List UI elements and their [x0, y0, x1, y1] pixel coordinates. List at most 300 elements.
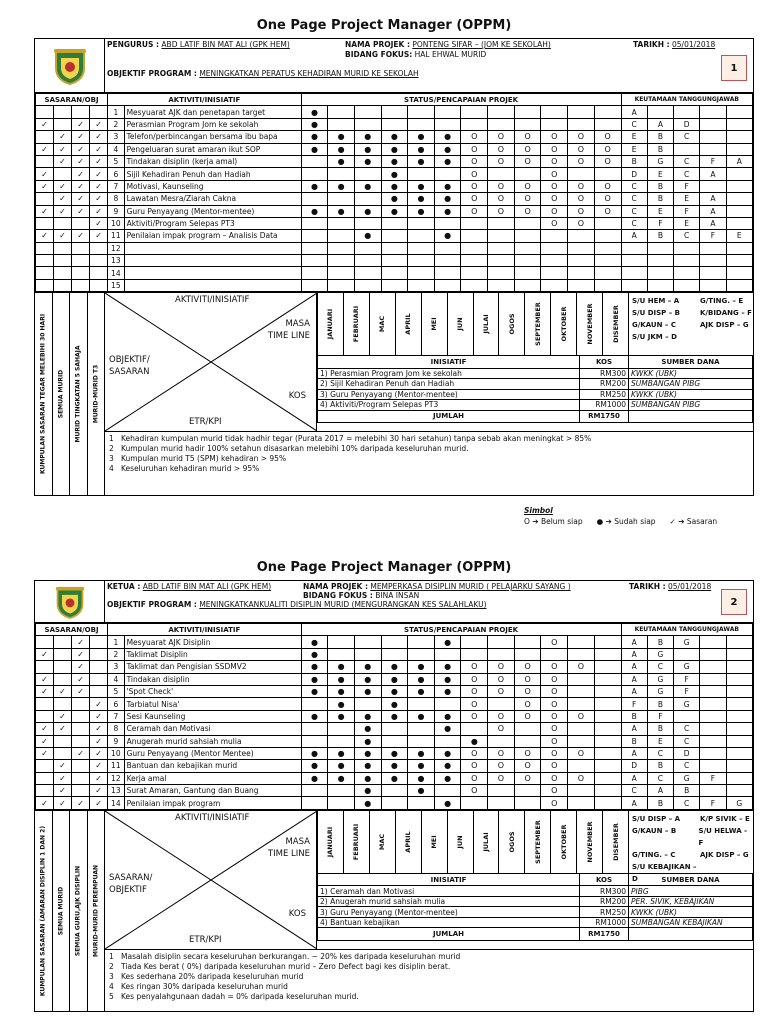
status-cell	[381, 636, 408, 648]
status-cell	[381, 648, 408, 660]
status-cell: O	[461, 180, 488, 192]
activity-name: Perasmian Program Jom ke sekolah	[124, 118, 301, 130]
objective-value: MENINGKATKAN PERATUS KEHADIRAN MURID KE SEKOLAH	[199, 69, 419, 78]
activity-name	[124, 255, 301, 267]
status-cell	[408, 255, 435, 267]
status-cell: ●	[381, 698, 408, 710]
responsibility-cell	[700, 255, 726, 267]
month-label: OKTOBER	[559, 824, 568, 860]
school-logo	[35, 581, 105, 622]
status-cell: ●	[408, 685, 435, 697]
status-cell	[541, 106, 568, 118]
status-cell	[328, 217, 355, 229]
status-cell: O	[488, 723, 515, 735]
objective-tick: ✓	[54, 797, 72, 809]
objective-tick	[54, 735, 72, 747]
responsibility-cell	[700, 118, 726, 130]
responsibility-cell: A	[621, 230, 647, 242]
status-cell	[328, 279, 355, 291]
objective-tick	[54, 242, 72, 254]
status-cell: ●	[354, 797, 381, 809]
objective-tick: ✓	[36, 685, 54, 697]
objective-tick: ✓	[90, 155, 108, 167]
status-cell: O	[594, 205, 621, 217]
table-row	[36, 118, 753, 130]
page-number-badge: 2	[721, 589, 747, 615]
objective-tick	[90, 685, 108, 697]
status-cell: ●	[328, 710, 355, 722]
objective-tick: ✓	[72, 131, 90, 143]
responsibility-cell: D	[674, 118, 700, 130]
month-header	[524, 811, 550, 873]
status-cell: ●	[301, 772, 328, 784]
objective-value: MENINGKATKANKUALITI DISIPLIN MURID (MENGURANGKAN KES SALAHLAKU)	[199, 600, 487, 609]
status-cell	[594, 698, 621, 710]
status-cell	[594, 661, 621, 673]
kpi-item	[109, 434, 749, 444]
symbol-legend	[524, 506, 754, 526]
col-status: STATUS/PENCAPAIAN PROJEK	[301, 94, 621, 106]
matrix-section	[35, 292, 753, 495]
status-cell: O	[488, 772, 515, 784]
objective-tick	[54, 661, 72, 673]
table-row	[36, 180, 753, 192]
objective-tick: ✓	[36, 180, 54, 192]
objective-tick: ✓	[36, 747, 54, 759]
project-label: NAMA PROJEK :	[345, 40, 410, 49]
responsibility-cell	[700, 735, 726, 747]
status-cell: O	[541, 698, 568, 710]
status-cell	[594, 217, 621, 229]
status-cell: ●	[408, 785, 435, 797]
responsibility-cell	[674, 648, 700, 660]
status-cell: O	[514, 193, 541, 205]
status-cell	[434, 168, 461, 180]
status-cell: O	[461, 661, 488, 673]
table-row	[36, 217, 753, 229]
status-cell	[568, 242, 595, 254]
row-number: 3	[108, 131, 124, 143]
status-cell: ●	[301, 747, 328, 759]
status-cell: ●	[434, 180, 461, 192]
row-number: 4	[108, 673, 124, 685]
status-cell	[328, 242, 355, 254]
responsibility-cell: F	[621, 698, 647, 710]
activity-name: Taklimat dan Pengisian SSDMV2	[124, 661, 301, 673]
focus-label: BIDANG FOKUS :	[303, 591, 373, 600]
budget-jumlah-label: JUMLAH	[318, 928, 580, 940]
responsibility-cell: A	[621, 661, 647, 673]
budget-sumber-header: SUMBER DANA	[629, 356, 753, 368]
kpi-text: Kes penyalahgunaan dadah = 0% daripada keseluruhan murid.	[121, 991, 359, 1001]
objective-tick	[36, 267, 54, 279]
kpi-item	[109, 444, 749, 454]
status-cell	[381, 785, 408, 797]
responsibility-cell: F	[700, 230, 726, 242]
responsibility-cell: A	[647, 785, 673, 797]
status-cell	[594, 168, 621, 180]
responsibility-cell: C	[647, 661, 673, 673]
status-cell	[461, 636, 488, 648]
kpi-text: Kumpulan murid T5 (SPM) kehadiran > 95%	[121, 454, 287, 464]
table-row	[36, 760, 753, 772]
kpi-number: 5	[109, 991, 114, 1001]
status-cell: O	[541, 143, 568, 155]
matrix-timeline: TIME LINE	[267, 848, 310, 859]
status-cell: ●	[381, 131, 408, 143]
status-cell	[594, 242, 621, 254]
target-col	[53, 293, 71, 495]
row-number: 4	[108, 143, 124, 155]
kpi-list	[105, 431, 753, 495]
status-cell	[514, 785, 541, 797]
objective-tick	[36, 217, 54, 229]
objective-tick: ✓	[90, 710, 108, 722]
status-cell: O	[541, 205, 568, 217]
activity-name: Mesyuarat AJK dan penetapan target	[124, 106, 301, 118]
matrix-kos: KOS	[288, 391, 306, 402]
focus-value: HAL EHWAL MURID	[414, 50, 487, 59]
objective-tick: ✓	[90, 131, 108, 143]
table-row	[36, 106, 753, 118]
responsibility-cell	[700, 685, 726, 697]
month-header	[602, 811, 628, 873]
objective-tick	[72, 267, 90, 279]
status-cell: ●	[354, 155, 381, 167]
objective-tick	[90, 242, 108, 254]
responsibility-cell: C	[674, 760, 700, 772]
responsibility-cell: A	[700, 205, 726, 217]
row-number: 5	[108, 155, 124, 167]
status-cell	[514, 242, 541, 254]
month-label: JANUARI	[326, 826, 335, 858]
month-header	[498, 293, 524, 355]
responsibility-cell: F	[700, 797, 726, 809]
month-header	[576, 293, 602, 355]
status-cell	[408, 217, 435, 229]
objective-tick	[54, 747, 72, 759]
activity-name: Anugerah murid sahsiah mulia	[124, 735, 301, 747]
responsibility-cell: A	[621, 723, 647, 735]
responsibility-cell: C	[674, 168, 700, 180]
objective-tick: ✓	[72, 230, 90, 242]
objective-tick: ✓	[90, 143, 108, 155]
budget-item: 1) Ceramah dan Motivasi	[318, 886, 580, 897]
status-cell	[301, 723, 328, 735]
status-cell	[461, 106, 488, 118]
objective-tick	[90, 279, 108, 291]
activity-name	[124, 279, 301, 291]
status-cell: ●	[328, 760, 355, 772]
responsibility-cell: A	[621, 747, 647, 759]
status-cell	[461, 797, 488, 809]
status-cell	[594, 673, 621, 685]
budget-source: SUMBANGAN PIBG	[629, 379, 753, 390]
status-cell: O	[594, 193, 621, 205]
responsibility-cell	[700, 723, 726, 735]
status-cell: O	[541, 710, 568, 722]
responsibility-cell: E	[621, 131, 647, 143]
objective-tick: ✓	[72, 205, 90, 217]
objective-tick: ✓	[54, 143, 72, 155]
status-cell: ●	[328, 661, 355, 673]
status-cell: O	[541, 785, 568, 797]
status-cell	[488, 648, 515, 660]
status-cell: ●	[354, 685, 381, 697]
responsibility-cell: A	[621, 772, 647, 784]
responsibility-cell: C	[674, 155, 700, 167]
status-cell	[301, 279, 328, 291]
objective-tick: ✓	[72, 118, 90, 130]
status-cell	[488, 279, 515, 291]
matrix-area	[105, 293, 753, 495]
symbol-sasaran: ✓ ➔ Sasaran	[669, 517, 718, 526]
target-col	[70, 811, 88, 1011]
month-label: OGOS	[507, 831, 516, 853]
status-cell: ●	[434, 710, 461, 722]
status-cell	[541, 255, 568, 267]
objective-tick	[36, 785, 54, 797]
budget-item: 3) Guru Penyayang (Mentor-mentee)	[318, 907, 580, 918]
responsibility-cell	[700, 661, 726, 673]
status-cell	[594, 710, 621, 722]
budget-item: 2) Anugerah murid sahsiah mulia	[318, 896, 580, 907]
status-cell: O	[488, 710, 515, 722]
responsibility-cell: F	[700, 772, 726, 784]
status-cell	[328, 797, 355, 809]
status-cell: ●	[301, 131, 328, 143]
status-cell: ●	[434, 723, 461, 735]
project-name: PONTENG SIFAR – (JOM KE SEKOLAH)	[412, 40, 551, 49]
status-cell	[594, 118, 621, 130]
status-cell	[488, 118, 515, 130]
status-cell	[488, 735, 515, 747]
objective-tick: ✓	[54, 760, 72, 772]
objective-tick: ✓	[36, 648, 54, 660]
objective-tick: ✓	[72, 193, 90, 205]
status-cell: ●	[381, 155, 408, 167]
responsibility-cell	[674, 279, 700, 291]
responsibility-cell: A	[700, 217, 726, 229]
status-cell	[434, 106, 461, 118]
activity-name: Mesyuarat AJK Disiplin	[124, 636, 301, 648]
budget-row	[318, 907, 753, 918]
responsibility-cell: F	[674, 180, 700, 192]
status-cell: ●	[381, 143, 408, 155]
activity-name: Surat Amaran, Gantung dan Buang	[124, 785, 301, 797]
responsibility-cell: A	[726, 155, 752, 167]
status-cell: O	[594, 180, 621, 192]
responsibility-cell	[726, 279, 752, 291]
status-cell: O	[514, 673, 541, 685]
status-cell	[514, 168, 541, 180]
status-cell: ●	[354, 205, 381, 217]
objective-tick	[54, 118, 72, 130]
status-cell: ●	[381, 772, 408, 784]
status-cell	[568, 760, 595, 772]
leader-name: ABD LATIF BIN MAT ALI (GPK HEM)	[161, 40, 290, 49]
status-cell: O	[594, 155, 621, 167]
responsibility-cell: C	[674, 797, 700, 809]
objective-tick	[36, 155, 54, 167]
date-value: 05/01/2018	[672, 40, 716, 49]
status-cell	[594, 772, 621, 784]
responsibility-cell	[700, 242, 726, 254]
status-cell: O	[461, 698, 488, 710]
responsibility-cell: C	[621, 180, 647, 192]
status-cell	[354, 168, 381, 180]
status-cell: O	[568, 217, 595, 229]
status-cell: O	[488, 180, 515, 192]
kpi-text: Masalah disiplin secara keseluruhan berkurangan. ~ 20% kes daripada keseluruhan murid	[121, 951, 461, 961]
status-cell	[461, 217, 488, 229]
status-cell	[594, 267, 621, 279]
objective-tick: ✓	[90, 230, 108, 242]
responsibility-cell: B	[621, 710, 647, 722]
objective-tick: ✓	[72, 797, 90, 809]
activity-name: Telefon/perbincangan bersama ibu bapa	[124, 131, 301, 143]
objective-tick: ✓	[54, 772, 72, 784]
status-cell: O	[514, 661, 541, 673]
status-cell: O	[488, 131, 515, 143]
responsibility-cell	[674, 710, 700, 722]
responsibility-cell	[700, 698, 726, 710]
responsibility-cell	[726, 661, 752, 673]
responsibility-cell	[647, 106, 673, 118]
objective-tick	[90, 267, 108, 279]
responsibility-cell: C	[674, 723, 700, 735]
row-number: 5	[108, 685, 124, 697]
activity-name: Bantuan dan kebajikan murid	[124, 760, 301, 772]
status-cell	[434, 698, 461, 710]
status-cell: O	[541, 685, 568, 697]
responsibility-cell: F	[674, 685, 700, 697]
status-cell: O	[488, 155, 515, 167]
status-cell	[408, 636, 435, 648]
status-cell	[514, 255, 541, 267]
status-cell	[568, 230, 595, 242]
status-cell	[408, 168, 435, 180]
status-cell: ●	[354, 673, 381, 685]
status-cell: O	[461, 747, 488, 759]
objective-tick	[72, 785, 90, 797]
month-label: NOVEMBER	[585, 821, 594, 863]
col-keutamaan: KEUTAMAAN TANGGUNGJAWAB	[621, 94, 752, 106]
responsibility-cell: E	[647, 205, 673, 217]
status-cell	[328, 118, 355, 130]
objective-tick: ✓	[90, 180, 108, 192]
row-number: 13	[108, 785, 124, 797]
target-label: MURID-MURID PEREMPUAN	[92, 864, 100, 957]
status-cell: O	[461, 205, 488, 217]
status-cell	[408, 279, 435, 291]
matrix-etr: ETR/KPI	[189, 417, 222, 428]
status-cell: O	[461, 760, 488, 772]
month-label: FEBRUARI	[352, 823, 361, 861]
table-row	[36, 685, 753, 697]
status-cell	[434, 279, 461, 291]
legend-role: G/TING. – E	[700, 297, 744, 306]
activity-name: Ceramah dan Motivasi	[124, 723, 301, 735]
responsibility-cell	[621, 255, 647, 267]
status-cell: ●	[381, 205, 408, 217]
objective-tick	[90, 661, 108, 673]
status-cell: ●	[381, 760, 408, 772]
row-number: 8	[108, 193, 124, 205]
objective-tick: ✓	[90, 735, 108, 747]
school-logo	[35, 39, 105, 92]
status-cell: ●	[408, 193, 435, 205]
table-row	[36, 772, 753, 784]
objective-tick: ✓	[72, 673, 90, 685]
objective-tick: ✓	[90, 747, 108, 759]
status-cell: ●	[434, 155, 461, 167]
objective-tick	[54, 636, 72, 648]
budget-cost: RM200	[580, 896, 629, 907]
status-cell: ●	[408, 205, 435, 217]
status-cell: ●	[381, 193, 408, 205]
matrix-section	[35, 810, 753, 1011]
budget-cost: RM300	[580, 886, 629, 897]
status-cell	[328, 636, 355, 648]
responsibility-cell	[726, 193, 752, 205]
status-cell	[488, 636, 515, 648]
objective-tick	[36, 193, 54, 205]
status-cell	[541, 648, 568, 660]
status-cell: O	[594, 131, 621, 143]
status-cell	[568, 735, 595, 747]
responsibility-cell: B	[647, 131, 673, 143]
x-matrix	[105, 293, 317, 431]
kpi-text: Keseluruhan kehadiran murid > 95%	[121, 464, 260, 474]
kpi-number: 4	[109, 464, 114, 474]
symbol-sudah-siap: ● ➔ Sudah siap	[596, 517, 656, 526]
objective-tick	[36, 772, 54, 784]
table-row	[36, 747, 753, 759]
objective-tick: ✓	[54, 723, 72, 735]
target-col	[35, 293, 53, 495]
responsibility-cell	[700, 747, 726, 759]
symbol-heading: Simbol	[524, 506, 553, 515]
status-cell	[301, 242, 328, 254]
objective-tick: ✓	[90, 797, 108, 809]
table-row	[36, 230, 753, 242]
status-cell	[488, 217, 515, 229]
responsibility-cell	[700, 636, 726, 648]
objective-tick	[72, 279, 90, 291]
status-cell: O	[514, 747, 541, 759]
status-cell: O	[568, 155, 595, 167]
objective-tick: ✓	[36, 797, 54, 809]
kpi-text: Kehadiran kumpulan murid tidak hadhir tegar (Purata 2017 = melebihi 30 hari setahun) tanpa sebab akan meningkat > 85%	[121, 434, 592, 444]
legend-row	[632, 813, 753, 825]
school-crest-icon	[52, 46, 88, 86]
status-cell	[488, 242, 515, 254]
responsibility-cell	[726, 785, 752, 797]
objective-tick	[90, 106, 108, 118]
legend-role: K/BIDANG – F	[700, 309, 752, 318]
status-cell	[354, 698, 381, 710]
budget-row	[318, 368, 753, 379]
status-cell: O	[488, 673, 515, 685]
activity-name: Sesi Kaunseling	[124, 710, 301, 722]
target-label: KUMPULAN SASARAN TEGAR MELEBIHI 30 HARI	[39, 314, 47, 475]
col-sasaran: SASARAN/OBJ	[36, 624, 108, 636]
status-cell	[541, 267, 568, 279]
activity-table	[35, 93, 753, 292]
status-cell: ●	[408, 661, 435, 673]
responsibility-cell	[726, 710, 752, 722]
